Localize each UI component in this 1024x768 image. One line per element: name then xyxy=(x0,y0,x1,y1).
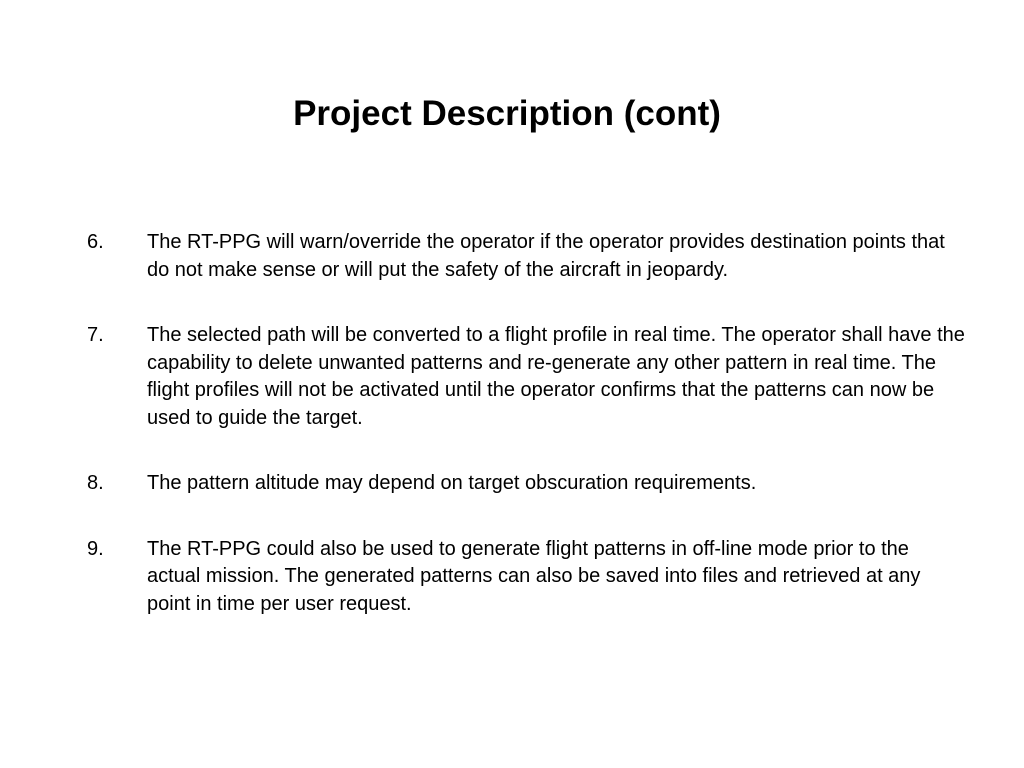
item-list xyxy=(87,229,967,656)
item-number: 7. xyxy=(87,324,104,346)
item-text: The pattern altitude may depend on target obscuration requirements. xyxy=(147,472,757,494)
list-item xyxy=(87,322,967,432)
item-text: The selected path will be converted to a flight profile in real time. The operator shall have the capability to delete unwanted patterns and re-generate any other pattern in real time. The flight profiles will not be activated until the operator confirms that the patterns can now be used to guide the target. xyxy=(147,324,965,429)
list-item xyxy=(87,536,967,619)
item-number: 9. xyxy=(87,537,104,560)
item-text: The RT-PPG could also be used to generate flight patterns in off-line mode prior to the actual mission. The generated patterns can also be saved into files and retrieved at any point in time per user request. xyxy=(147,537,921,615)
item-text: The RT-PPG will warn/override the operator if the operator provides destination points that do not make sense or will put the safety of the aircraft in jeopardy. xyxy=(147,231,945,281)
item-number: 8. xyxy=(87,472,104,494)
item-number: 6. xyxy=(87,231,104,253)
slide-title: Project Description (cont) xyxy=(293,94,721,133)
list-item xyxy=(87,229,967,284)
list-item xyxy=(87,470,967,498)
